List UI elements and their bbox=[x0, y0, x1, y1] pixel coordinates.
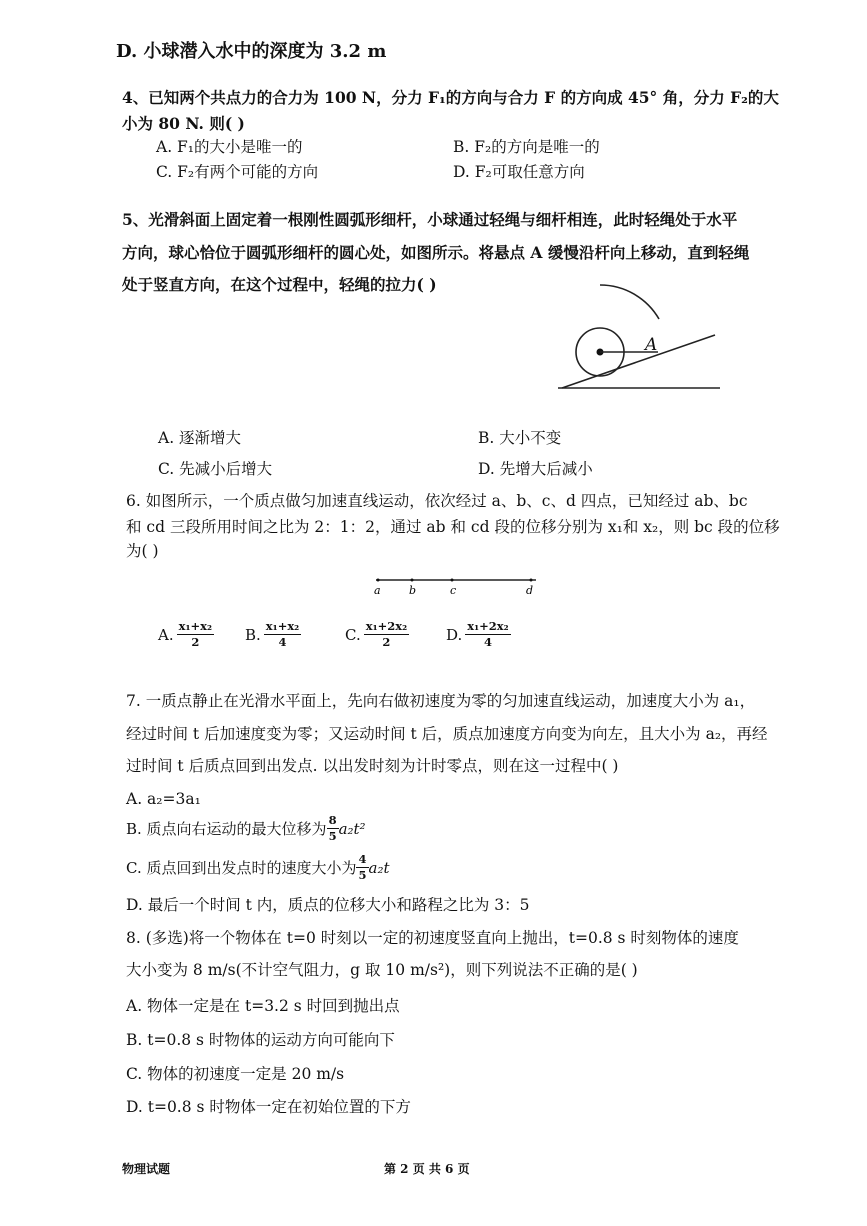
q7-stem-line2: 经过时间 t 后加速度变为零；又运动时间 t 后，质点加速度方向变为向左，且大小为 a₂，再经 bbox=[126, 725, 768, 743]
q7-option-b bbox=[126, 814, 366, 843]
q6-option-b bbox=[245, 620, 301, 649]
option-label: D. bbox=[446, 625, 463, 644]
footer-page-number: 第 2 页 共 6 页 bbox=[384, 1162, 470, 1176]
point-c-dot bbox=[451, 579, 454, 582]
denominator: 2 bbox=[191, 635, 200, 649]
option-label: A. bbox=[158, 625, 174, 644]
q6-stem-line1: 6. 如图所示，一个质点做匀加速直线运动，依次经过 a、b、c、d 四点，已知经过 ab、bc bbox=[126, 492, 748, 510]
denominator: 4 bbox=[278, 635, 287, 649]
q6-option-c bbox=[345, 620, 409, 649]
denominator: 2 bbox=[382, 635, 391, 649]
q4-option-a: A. F₁的大小是唯一的 bbox=[156, 138, 303, 156]
q5-stem-line3: 处于竖直方向，在这个过程中，轻绳的拉力( ) bbox=[122, 275, 437, 294]
q7-option-d: D. 最后一个时间 t 内，质点的位移大小和路程之比为 3：5 bbox=[126, 896, 530, 914]
point-b-label: b bbox=[409, 584, 417, 597]
footer-subject: 物理试题 bbox=[122, 1162, 171, 1176]
q7-stem-line3: 过时间 t 后质点回到出发点. 以出发时刻为计时零点，则在这一过程中( ) bbox=[126, 757, 619, 775]
q3-option-d: D. 小球潜入水中的深度为 3.2 m bbox=[116, 41, 387, 62]
q5-option-a: A. 逐渐增大 bbox=[158, 429, 242, 447]
numerator: x₁+2x₂ bbox=[467, 619, 509, 633]
q7-stem-line1: 7. 一质点静止在光滑水平面上，先向右做初速度为零的匀加速直线运动，加速度大小为 a₁， bbox=[126, 692, 756, 710]
q8-stem-line2: 大小变为 8 m/s(不计空气阻力，g 取 10 m/s²)，则下列说法不正确的是( ) bbox=[126, 961, 638, 979]
q5-stem-line1: 5、光滑斜面上固定着一根刚性圆弧形细杆，小球通过轻绳与细杆相连，此时轻绳处于水平 bbox=[122, 210, 738, 229]
q5-stem-line2: 方向，球心恰位于圆弧形细杆的圆心处，如图所示。将悬点 A 缓慢沿杆向上移动，直到轻绳 bbox=[122, 243, 750, 262]
q6-option-a bbox=[158, 620, 214, 649]
option-b-text: B. 质点向右运动的最大位移为 bbox=[126, 820, 327, 838]
q8-option-a: A. 物体一定是在 t=3.2 s 时回到抛出点 bbox=[126, 997, 400, 1015]
option-c-expr: a₂t bbox=[368, 858, 390, 877]
q5-figure bbox=[550, 280, 730, 395]
q4-option-d: D. F₂可取任意方向 bbox=[453, 163, 585, 181]
point-a-label: A bbox=[645, 335, 658, 355]
q6-option-d bbox=[446, 620, 511, 649]
option-label: C. bbox=[345, 625, 361, 644]
arc-rod bbox=[600, 285, 659, 319]
point-d-label: d bbox=[526, 584, 534, 597]
q6-figure bbox=[368, 572, 548, 602]
incline-line bbox=[562, 335, 715, 388]
q4-option-b: B. F₂的方向是唯一的 bbox=[453, 138, 600, 156]
option-b-expr: a₂t² bbox=[338, 819, 366, 838]
q8-option-d: D. t=0.8 s 时物体一定在初始位置的下方 bbox=[126, 1098, 411, 1116]
q4-option-c: C. F₂有两个可能的方向 bbox=[156, 163, 319, 181]
q8-option-c: C. 物体的初速度一定是 20 m/s bbox=[126, 1065, 345, 1083]
denominator: 5 bbox=[358, 868, 367, 882]
point-a-dot bbox=[377, 579, 380, 582]
point-b-dot bbox=[411, 579, 414, 582]
q5-option-b: B. 大小不变 bbox=[478, 429, 562, 447]
q6-stem-line3: 为( ) bbox=[126, 542, 159, 560]
q8-option-b: B. t=0.8 s 时物体的运动方向可能向下 bbox=[126, 1031, 395, 1049]
point-d-dot bbox=[530, 579, 533, 582]
option-label: B. bbox=[245, 625, 261, 644]
numerator: x₁+x₂ bbox=[178, 619, 213, 633]
q4-stem-line2: 小为 80 N. 则( ) bbox=[122, 114, 245, 133]
denominator: 4 bbox=[483, 635, 492, 649]
point-c-label: c bbox=[450, 584, 457, 597]
numerator: x₁+2x₂ bbox=[365, 619, 408, 633]
q6-stem-line2: 和 cd 三段所用时间之比为 2：1：2，通过 ab 和 cd 段的位移分别为 x₁和 x₂，则 bc 段的位移 bbox=[126, 518, 780, 536]
numerator: 8 bbox=[328, 813, 337, 827]
q4-stem-line1: 4、已知两个共点力的合力为 100 N，分力 F₁的方向与合力 F 的方向成 45° 角，分力 F₂的大 bbox=[122, 88, 779, 107]
q7-option-c bbox=[126, 853, 389, 882]
q5-option-c: C. 先减小后增大 bbox=[158, 460, 273, 478]
q5-option-d: D. 先增大后减小 bbox=[478, 460, 593, 478]
numerator: 4 bbox=[358, 852, 367, 866]
point-a-label: a bbox=[374, 584, 381, 597]
q8-stem-line1: 8. (多选)将一个物体在 t=0 时刻以一定的初速度竖直向上抛出，t=0.8 s 时刻物体的速度 bbox=[126, 929, 739, 947]
numerator: x₁+x₂ bbox=[265, 619, 300, 633]
option-c-text: C. 质点回到出发点时的速度大小为 bbox=[126, 859, 357, 877]
q7-option-a: A. a₂=3a₁ bbox=[126, 790, 201, 808]
denominator: 5 bbox=[328, 829, 337, 843]
